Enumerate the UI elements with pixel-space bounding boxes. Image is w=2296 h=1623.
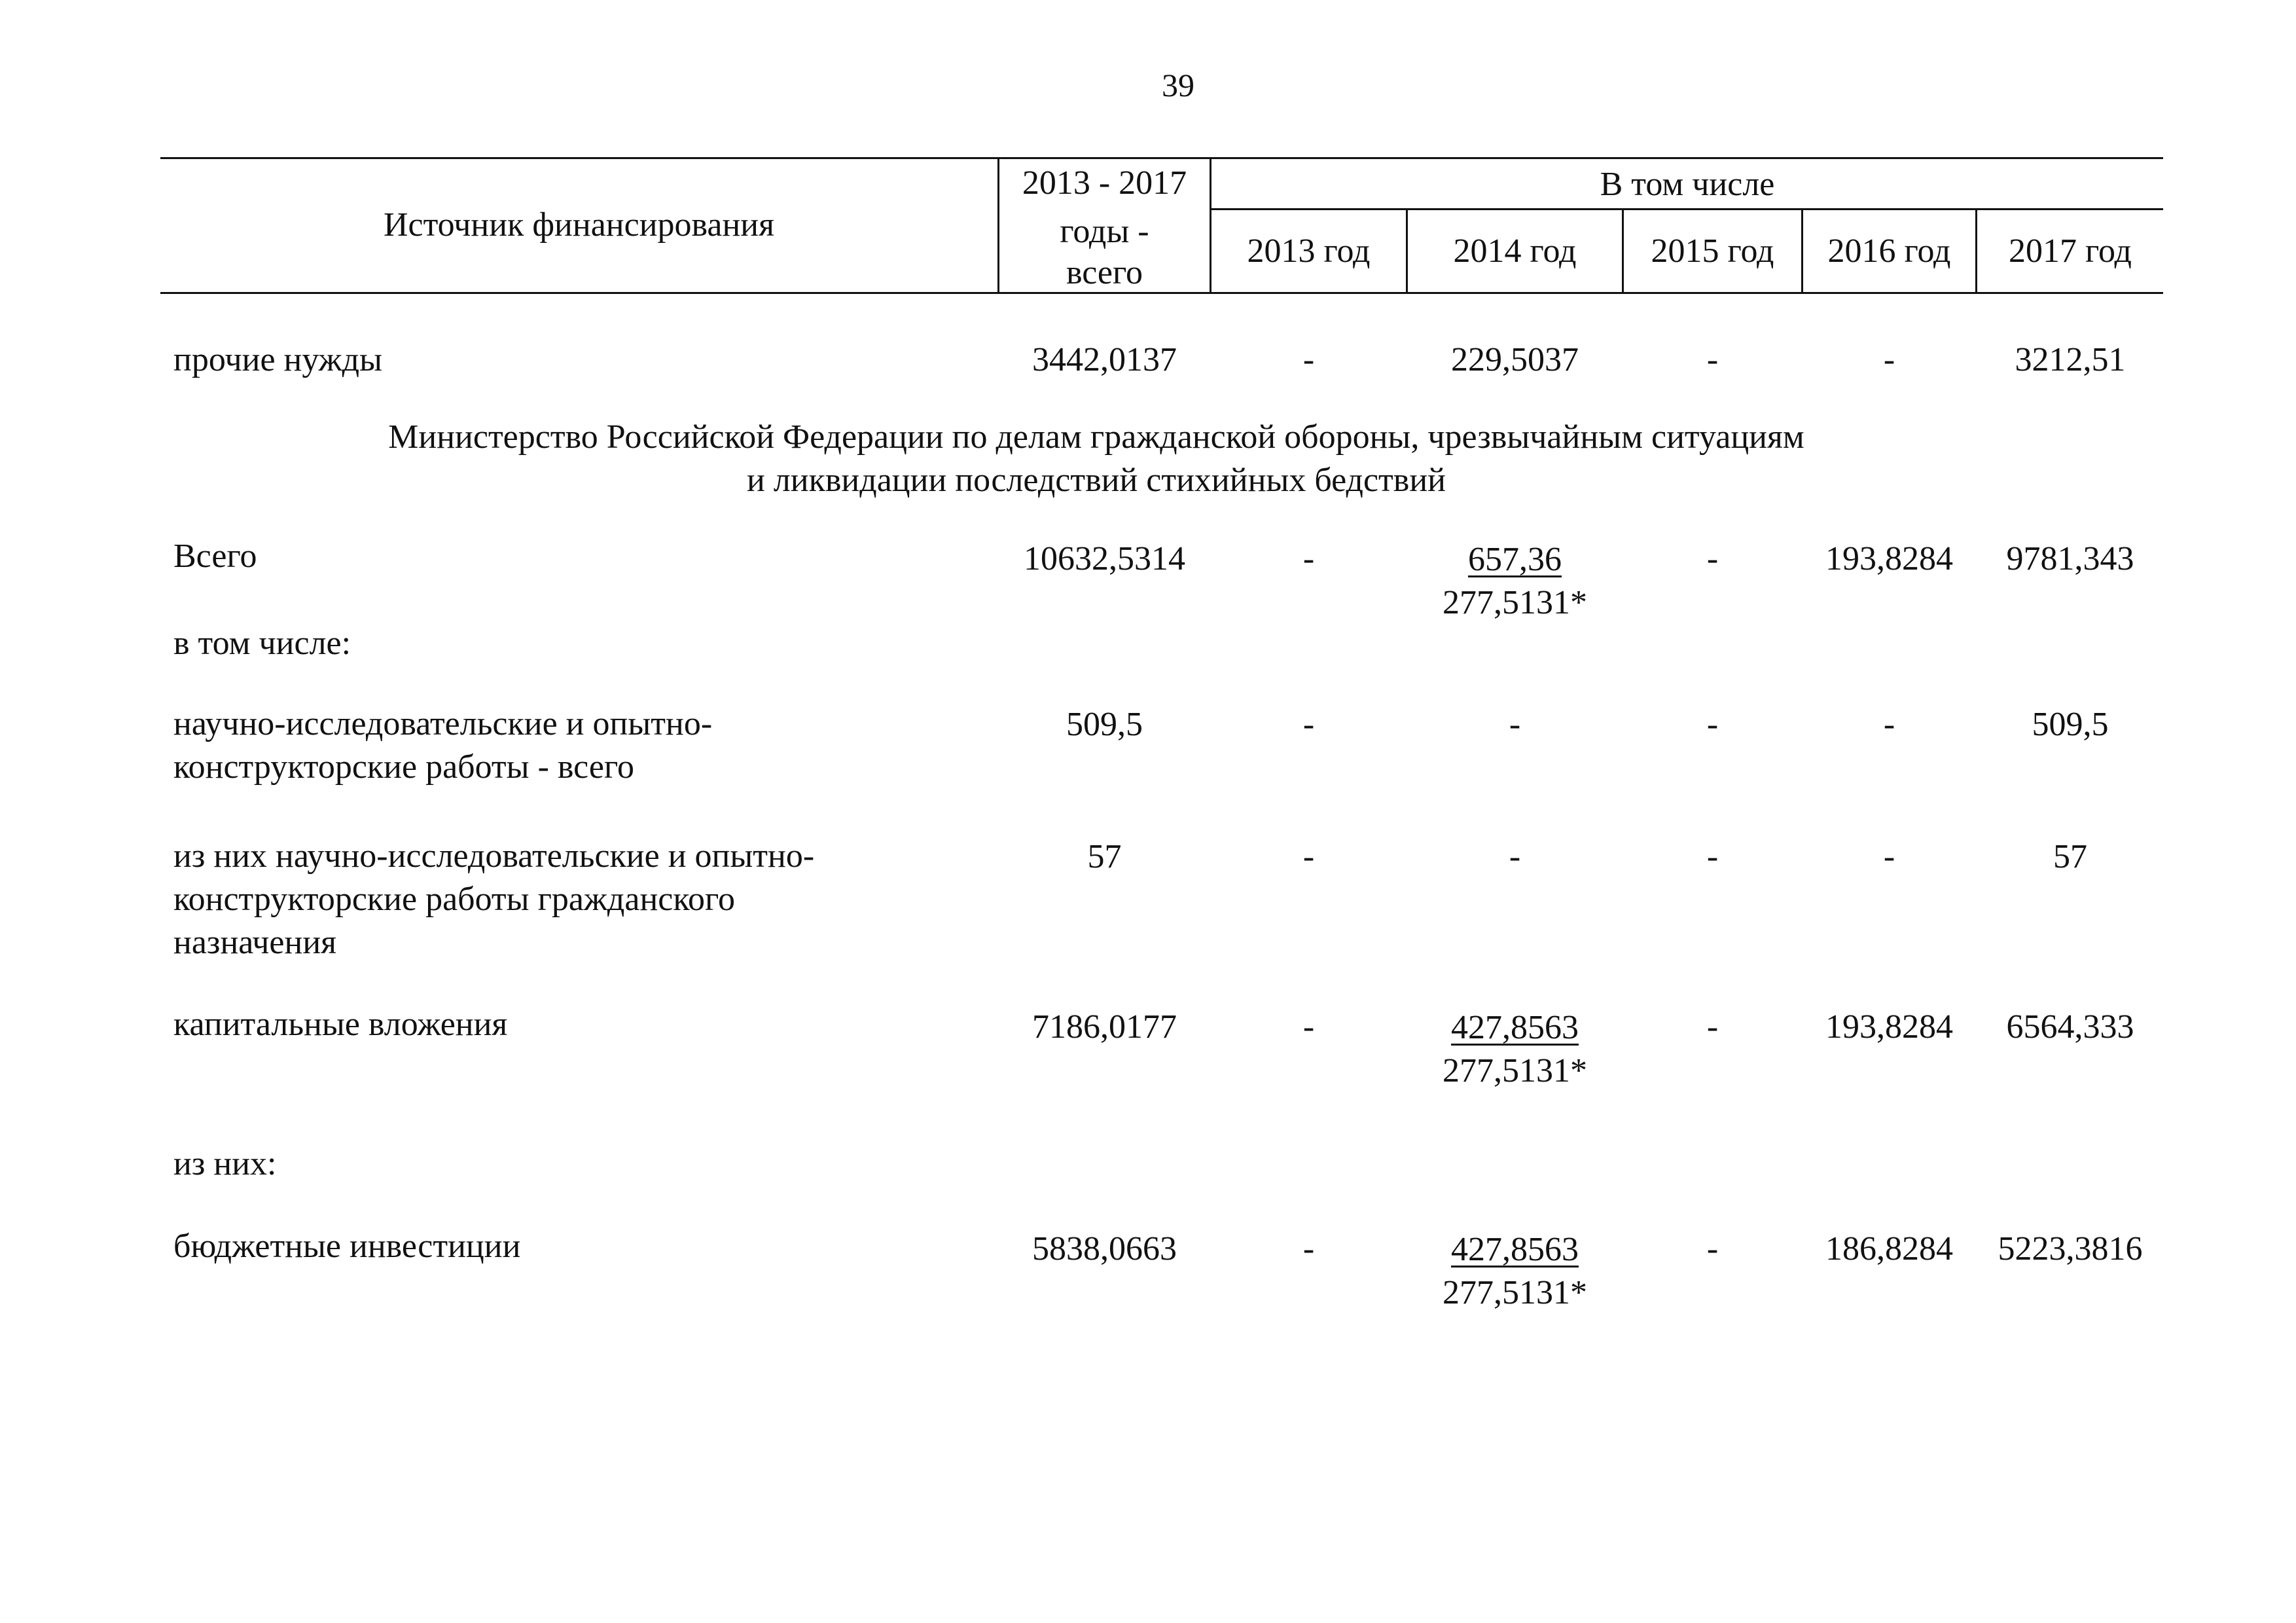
cell-capital-2016: 193,8284 [1825,1008,1953,1046]
header-year-2015: 2015 год [1651,232,1774,270]
cell-capital-2014-note: 277,5131* [1443,1052,1587,1089]
header-year-2014: 2014 год [1453,232,1577,270]
cell-niokr-civil-2015: - [1706,838,1719,875]
section-title [262,416,1931,502]
label-iz-nih: из них: [173,1145,277,1182]
header-total-top: 2013 - 2017 [1022,164,1187,202]
row-label-capital: капитальные вложения [173,1006,508,1043]
row-label-niokr-civil-line3: назначения [173,924,337,961]
cell-prochie-2014: 229,5037 [1451,341,1579,378]
cell-capital-2015: - [1706,1008,1719,1046]
header-top-rule [160,157,2163,159]
cell-vsego-2013: - [1302,540,1315,577]
header-source: Источник финансирования [383,206,775,244]
header-year-2016: 2016 год [1827,232,1951,270]
cell-vsego-2017: 9781,343 [2006,540,2134,577]
cell-niokr-2014: - [1509,706,1521,743]
header-total-bottom2: всего [1066,254,1143,291]
label-v-tom-chisle: в том числе: [173,625,351,662]
cell-budget-2015: - [1706,1230,1719,1267]
section-title-line1: Министерство Российской Федерации по делам гражданской обороны, чрезвычайным ситуациям [388,418,1804,456]
cell-vsego-2014-value: 657,36 [1468,541,1562,578]
header-year-2013: 2013 год [1247,232,1371,270]
row-label-niokr-civil [173,835,814,964]
cell-vsego-total: 10632,5314 [1024,540,1185,577]
cell-capital-2014 [1408,1006,1622,1093]
cell-niokr-civil-2013: - [1302,838,1315,875]
cell-budget-total: 5838,0663 [1032,1230,1177,1267]
cell-niokr-2015: - [1706,706,1719,743]
cell-niokr-civil-2014: - [1509,838,1521,875]
cell-budget-2014-note: 277,5131* [1443,1274,1587,1311]
cell-prochie-2015: - [1706,341,1719,378]
page-number: 39 [1162,67,1194,103]
section-title-line2: и ликвидации последствий стихийных бедствий [747,462,1446,499]
header-total-bottom: годы - [1060,213,1149,250]
cell-prochie-2017: 3212,51 [2015,341,2126,378]
cell-niokr-2017: 509,5 [2032,706,2109,743]
cell-niokr-2016: - [1883,706,1895,743]
cell-niokr-civil-2016: - [1883,838,1895,875]
cell-prochie-2013: - [1302,341,1315,378]
row-label-niokr-civil-line1: из них научно-исследовательские и опытно- [173,837,815,875]
cell-vsego-2014-note: 277,5131* [1443,584,1587,621]
cell-budget-2013: - [1302,1230,1315,1267]
cell-prochie-total: 3442,0137 [1032,341,1177,378]
cell-vsego-2014 [1408,538,1622,625]
cell-capital-2017: 6564,333 [2006,1008,2134,1046]
cell-niokr-civil-total: 57 [1087,838,1122,875]
cell-budget-2016: 186,8284 [1825,1230,1953,1267]
row-label-niokr-line1: научно-исследовательские и опытно- [173,705,713,742]
row-label-prochie: прочие нужды [173,341,383,378]
row-label-vsego: Всего [173,538,257,575]
header-year-2017: 2017 год [2009,232,2132,270]
cell-vsego-2016: 193,8284 [1825,540,1953,577]
row-label-niokr-line2: конструкторские работы - всего [173,748,634,786]
row-label-niokr-civil-line2: конструкторские работы гражданского [173,881,736,918]
cell-capital-2013: - [1302,1008,1315,1046]
cell-vsego-2015: - [1706,540,1719,577]
row-label-budget: бюджетные инвестиции [173,1228,521,1265]
cell-budget-2014 [1408,1228,1622,1315]
cell-capital-2014-value: 427,8563 [1451,1009,1579,1046]
cell-niokr-civil-2017: 57 [2053,838,2087,875]
cell-capital-total: 7186,0177 [1032,1008,1177,1046]
cell-niokr-2013: - [1302,706,1315,743]
row-label-niokr [173,702,712,789]
header-subrule [1210,208,2163,210]
cell-budget-2014-value: 427,8563 [1451,1231,1579,1268]
cell-budget-2017: 5223,3816 [1998,1230,2143,1267]
cell-niokr-total: 509,5 [1066,706,1143,743]
header-including: В том числе [1600,166,1775,203]
cell-prochie-2016: - [1883,341,1895,378]
